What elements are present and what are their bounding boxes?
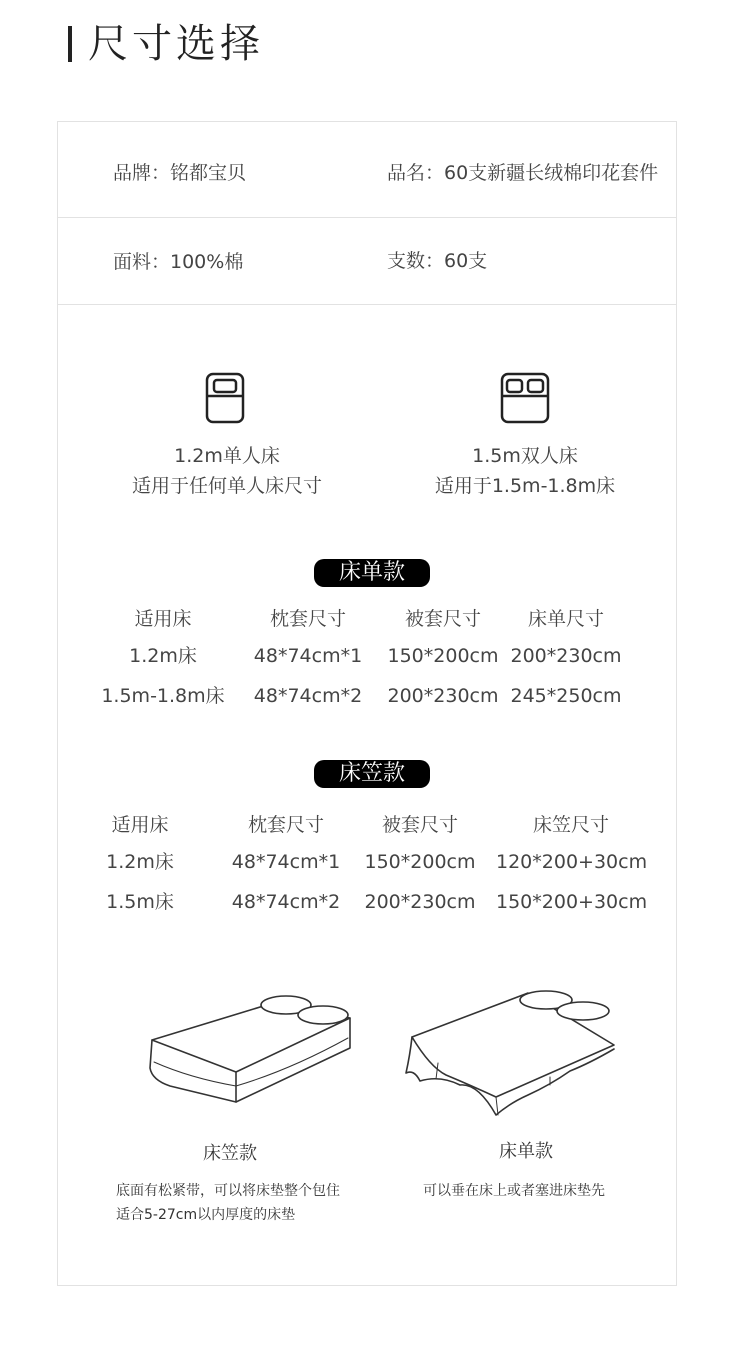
table-cell: 1.2m床 (129, 645, 197, 667)
fitted-header-duvet: 被套尺寸 (381, 814, 458, 836)
double-bed-fit: 适用于1.5m-1.8m床 (434, 475, 616, 497)
fitted-sheet-caption: 床笠款 (203, 1143, 257, 1164)
flat-sheet-label: 床单款 (314, 559, 430, 587)
flat-header-pillow: 枕套尺寸 (269, 608, 346, 630)
table-cell: 48*74cm*2 (231, 891, 341, 913)
single-bed-fit: 适用于任何单人床尺寸 (131, 475, 322, 497)
table-cell: 1.5m床 (106, 891, 174, 913)
table-cell: 1.5m-1.8m床 (101, 685, 225, 707)
table-cell: 150*200cm (387, 645, 499, 667)
table-cell: 150*200+30cm (496, 891, 648, 913)
fabric-info: 面料：100%棉 (113, 251, 244, 273)
double-bed-icon (500, 372, 550, 424)
double-bed-size: 1.5m双人床 (472, 445, 578, 467)
divider (57, 217, 677, 218)
single-bed-size: 1.2m单人床 (174, 445, 280, 467)
thread-count-info: 支数：60支 (387, 250, 488, 272)
table-cell: 200*230cm (387, 685, 499, 707)
flat-header-bed: 适用床 (134, 608, 192, 630)
product-name-info: 品名：60支新疆长绒棉印花套件 (387, 162, 659, 184)
flat-sheet-illustration (400, 985, 625, 1120)
single-bed-icon (205, 372, 245, 424)
fitted-header-pillow: 枕套尺寸 (247, 814, 324, 836)
table-cell: 48*74cm*2 (253, 685, 363, 707)
divider (57, 304, 677, 305)
fitted-sheet-desc-1: 底面有松紧带，可以将床垫整个包住 (116, 1183, 340, 1199)
title-accent-bar (68, 26, 72, 62)
table-cell: 200*230cm (510, 645, 622, 667)
fitted-header-bed: 适用床 (111, 814, 169, 836)
table-cell: 150*200cm (364, 851, 476, 873)
table-cell: 1.2m床 (106, 851, 174, 873)
brand-info: 品牌：铭都宝贝 (113, 162, 247, 184)
fitted-sheet-illustration (140, 990, 365, 1110)
page-title: 尺寸选择 (88, 21, 264, 67)
flat-sheet-caption: 床单款 (499, 1141, 553, 1162)
table-cell: 120*200+30cm (496, 851, 648, 873)
table-cell: 48*74cm*1 (231, 851, 341, 873)
flat-header-duvet: 被套尺寸 (404, 608, 481, 630)
flat-sheet-desc-1: 可以垂在床上或者塞进床垫先 (423, 1183, 605, 1199)
table-cell: 48*74cm*1 (253, 645, 363, 667)
fitted-header-sheet: 床笠尺寸 (532, 814, 609, 836)
table-cell: 245*250cm (510, 685, 622, 707)
flat-header-sheet: 床单尺寸 (527, 608, 604, 630)
table-cell: 200*230cm (364, 891, 476, 913)
fitted-sheet-desc-2: 适合5-27cm以内厚度的床垫 (116, 1207, 296, 1223)
fitted-sheet-label: 床笠款 (314, 760, 430, 788)
